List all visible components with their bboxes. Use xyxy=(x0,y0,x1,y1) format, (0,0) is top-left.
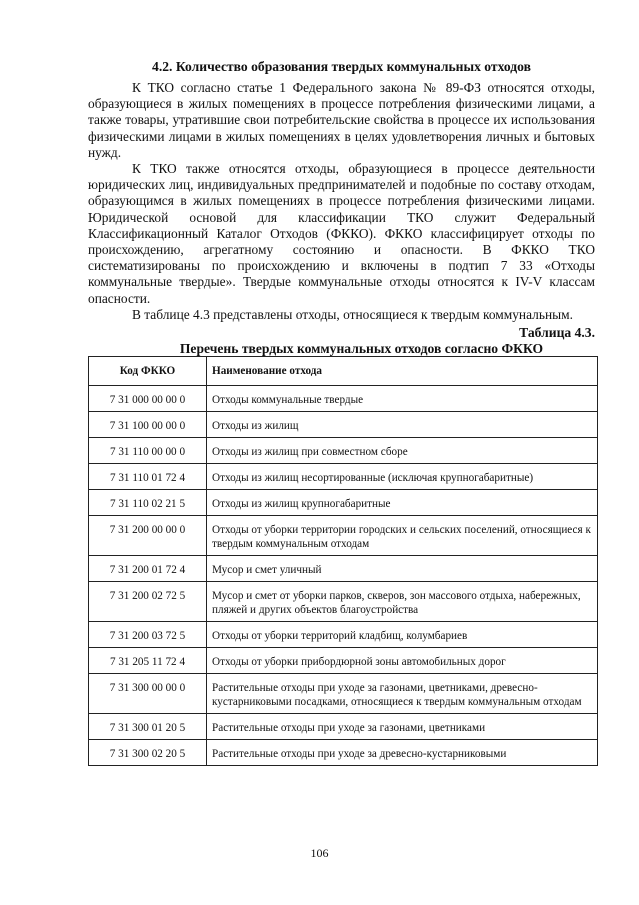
cell-name: Мусор и смет уличный xyxy=(207,556,598,582)
cell-code: 7 31 200 00 00 0 xyxy=(89,516,207,556)
table-row xyxy=(89,412,598,438)
cell-code: 7 31 200 02 72 5 xyxy=(89,582,207,622)
table-row xyxy=(89,438,598,464)
cell-code: 7 31 000 00 00 0 xyxy=(89,386,207,412)
cell-name: Отходы коммунальные твердые xyxy=(207,386,598,412)
cell-name: Отходы от уборки территории городских и сельских поселений, относящиеся к твердым коммунальным отходам xyxy=(207,516,598,556)
cell-name: Отходы из жилищ при совместном сборе xyxy=(207,438,598,464)
paragraph-2: К ТКО также относятся отходы, образующиеся в процессе деятельности юридических лиц, индивидуальных предпринимателей и подобные по составу отходам, образующимся в жилых помещениях в процессе потребления физическими лицами. Юридической основой для классификации ТКО служит Федеральный Классификационный Каталог Отходов (ФККО). ФККО классифицирует отходы по происхождению, агрегатному состоянию и опасности. В ФККО ТКО систематизированы по происхождению и включены в подтип 7 33 «Отходы коммунальные твердые». Твердые коммунальные отходы относятся к IV-V классам опасности. xyxy=(88,161,595,306)
document-page xyxy=(88,58,595,766)
cell-code: 7 31 110 01 72 4 xyxy=(89,464,207,490)
cell-name: Растительные отходы при уходе за газонами, цветниками xyxy=(207,714,598,740)
cell-code: 7 31 200 03 72 5 xyxy=(89,622,207,648)
table-row xyxy=(89,490,598,516)
table-row xyxy=(89,648,598,674)
cell-name: Мусор и смет от уборки парков, скверов, зон массового отдыха, набережных, пляжей и других объектов благоустройства xyxy=(207,582,598,622)
cell-name: Отходы из жилищ xyxy=(207,412,598,438)
table-number: Таблица 4.3. xyxy=(519,325,595,341)
cell-code: 7 31 100 00 00 0 xyxy=(89,412,207,438)
paragraph-3: В таблице 4.3 представлены отходы, относящиеся к твердым коммунальным. xyxy=(132,306,573,322)
table-row xyxy=(89,714,598,740)
table-row xyxy=(89,556,598,582)
cell-code: 7 31 300 01 20 5 xyxy=(89,714,207,740)
cell-code: 7 31 200 01 72 4 xyxy=(89,556,207,582)
cell-code: 7 31 205 11 72 4 xyxy=(89,648,207,674)
table-row xyxy=(89,464,598,490)
table-body xyxy=(89,386,598,766)
section-heading: 4.2. Количество образования твердых коммунальных отходов xyxy=(152,59,531,74)
table-row xyxy=(89,386,598,412)
table-title: Перечень твердых коммунальных отходов согласно ФККО xyxy=(179,341,544,357)
table-row xyxy=(89,622,598,648)
table-row xyxy=(89,582,598,622)
table-header-row xyxy=(89,357,598,386)
cell-name: Отходы из жилищ несортированные (исключая крупногабаритные) xyxy=(207,464,598,490)
header-name: Наименование отхода xyxy=(207,357,598,386)
table-row xyxy=(89,740,598,766)
cell-code: 7 31 110 00 00 0 xyxy=(89,438,207,464)
cell-name: Отходы из жилищ крупногабаритные xyxy=(207,490,598,516)
cell-name: Отходы от уборки территорий кладбищ, колумбариев xyxy=(207,622,598,648)
cell-code: 7 31 110 02 21 5 xyxy=(89,490,207,516)
table-row xyxy=(89,674,598,714)
cell-name: Растительные отходы при уходе за газонами, цветниками, древесно-кустарниковыми посадками, относящиеся к твердым коммунальным отходам xyxy=(207,674,598,714)
paragraph-1: К ТКО согласно статье 1 Федерального закона № 89-ФЗ относятся отходы, образующиеся в жилых помещениях в процессе потребления физическими лицами, а также товары, утратившие свои потребительские свойства в процессе их использования физическими лицами в жилых помещениях в целях удовлетворения личных и бытовых нужд. xyxy=(88,80,595,160)
cell-code: 7 31 300 00 00 0 xyxy=(89,674,207,714)
cell-name: Отходы от уборки прибордюрной зоны автомобильных дорог xyxy=(207,648,598,674)
header-code: Код ФККО xyxy=(89,357,207,386)
table-row xyxy=(89,516,598,556)
cell-name: Растительные отходы при уходе за древесно-кустарниковыми xyxy=(207,740,598,766)
page-number: 106 xyxy=(310,846,329,860)
cell-code: 7 31 300 02 20 5 xyxy=(89,740,207,766)
waste-table xyxy=(88,356,598,766)
